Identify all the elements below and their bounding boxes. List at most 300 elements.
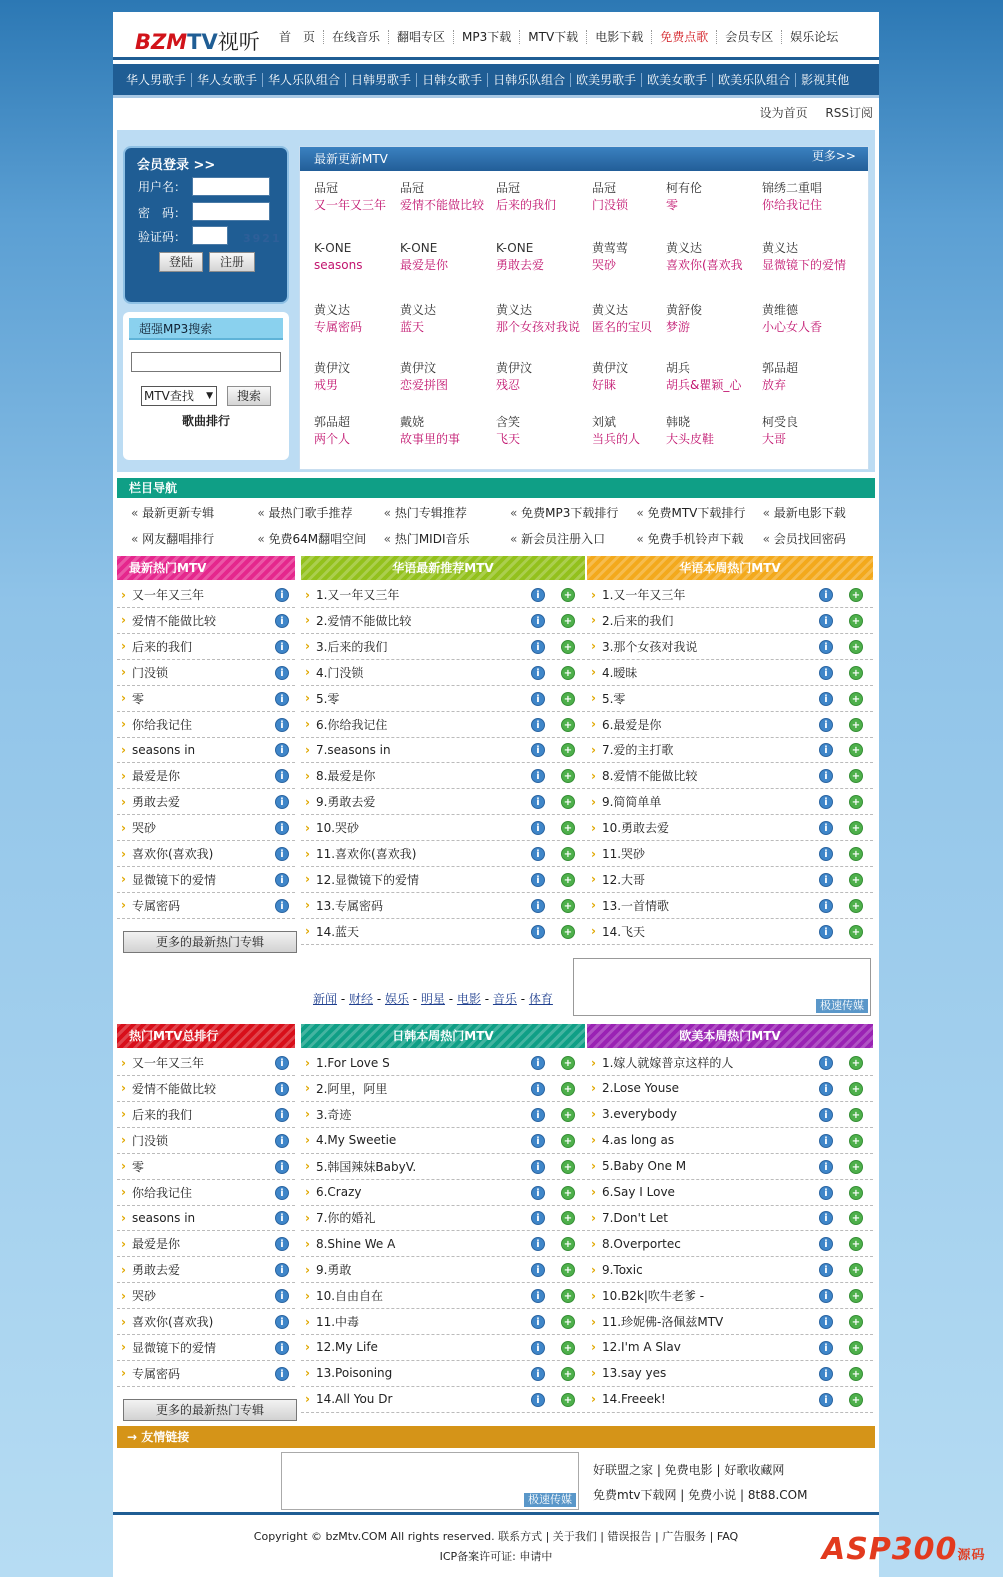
- info-icon[interactable]: i: [819, 1160, 833, 1174]
- add-icon[interactable]: +: [561, 1134, 575, 1148]
- song-link[interactable]: 11.中毒: [315, 1315, 360, 1329]
- song-link[interactable]: 6.你给我记住: [315, 717, 388, 732]
- nav-member-zone[interactable]: 会员专区: [717, 30, 782, 44]
- info-icon[interactable]: i: [275, 614, 289, 628]
- nav-cover-zone[interactable]: 翻唱专区: [389, 30, 454, 44]
- info-icon[interactable]: i: [275, 899, 289, 913]
- set-homepage-link[interactable]: 设为首页: [759, 106, 808, 120]
- mtv-item[interactable]: [496, 241, 590, 272]
- mtv-item[interactable]: [496, 181, 590, 212]
- mtv-title[interactable]: 小心女人香: [762, 320, 823, 334]
- mtv-artist[interactable]: 黄义达: [496, 303, 533, 317]
- mtv-artist[interactable]: 戴娆: [400, 415, 425, 429]
- nav-mtv-download[interactable]: MTV下载: [520, 30, 587, 44]
- song-link[interactable]: 12.大哥: [601, 872, 646, 887]
- info-icon[interactable]: i: [531, 1393, 545, 1407]
- mtv-artist[interactable]: 柯受良: [762, 415, 799, 429]
- add-icon[interactable]: +: [849, 1160, 863, 1174]
- song-link[interactable]: 6.最爱是你: [601, 717, 662, 732]
- song-link[interactable]: 8.Shine We A: [315, 1236, 396, 1251]
- friend-links-row-1[interactable]: 好联盟之家 | 免费电影 | 好歌收藏网: [593, 1463, 785, 1477]
- song-link[interactable]: 5.零: [315, 691, 340, 706]
- add-icon[interactable]: +: [849, 692, 863, 706]
- mtv-title[interactable]: 显微镜下的爱情: [762, 258, 847, 272]
- add-icon[interactable]: +: [849, 925, 863, 939]
- song-link[interactable]: seasons in: [131, 742, 196, 757]
- add-icon[interactable]: +: [849, 1134, 863, 1148]
- info-icon[interactable]: i: [531, 1341, 545, 1355]
- add-icon[interactable]: +: [561, 1082, 575, 1096]
- song-link[interactable]: 又一年又三年: [131, 1056, 204, 1070]
- mtv-artist[interactable]: 品冠: [592, 181, 617, 195]
- song-link[interactable]: 5.零: [601, 691, 626, 706]
- info-icon[interactable]: i: [819, 821, 833, 835]
- add-icon[interactable]: +: [849, 1289, 863, 1303]
- info-icon[interactable]: i: [531, 1056, 545, 1070]
- add-icon[interactable]: +: [561, 769, 575, 783]
- info-icon[interactable]: i: [275, 821, 289, 835]
- info-icon[interactable]: i: [531, 821, 545, 835]
- news-link[interactable]: 体育: [528, 992, 553, 1006]
- info-icon[interactable]: i: [275, 1211, 289, 1225]
- add-icon[interactable]: +: [561, 666, 575, 680]
- column-nav-link[interactable]: « 热门MIDI音乐: [370, 530, 496, 547]
- info-icon[interactable]: i: [819, 1082, 833, 1096]
- add-icon[interactable]: +: [849, 1367, 863, 1381]
- mtv-title[interactable]: 飞天: [496, 432, 521, 446]
- info-icon[interactable]: i: [819, 873, 833, 887]
- song-ranking-link[interactable]: 歌曲排行: [181, 414, 230, 428]
- mtv-item[interactable]: [314, 181, 408, 212]
- mtv-title[interactable]: 后来的我们: [496, 198, 557, 212]
- search-type-select[interactable]: MTV查找 ▼: [141, 386, 217, 406]
- song-link[interactable]: 你给我记住: [131, 1185, 192, 1200]
- mtv-item[interactable]: [400, 415, 494, 446]
- mtv-item[interactable]: [496, 361, 590, 392]
- song-link[interactable]: 2.后来的我们: [601, 613, 674, 628]
- mtv-artist[interactable]: 郭品超: [762, 361, 799, 375]
- mtv-title[interactable]: 放弃: [762, 378, 787, 392]
- cat-cn-male[interactable]: 华人男歌手: [121, 73, 192, 87]
- mtv-item[interactable]: [666, 303, 760, 334]
- nav-movie-download[interactable]: 电影下载: [587, 30, 652, 44]
- mtv-artist[interactable]: 黄义达: [314, 303, 351, 317]
- song-link[interactable]: 8.Overportec: [601, 1236, 681, 1251]
- song-link[interactable]: 3.那个女孩对我说: [601, 639, 698, 654]
- song-link[interactable]: 13.Poisoning: [315, 1366, 393, 1381]
- song-link[interactable]: 爱情不能做比较: [131, 613, 216, 628]
- mtv-item[interactable]: [762, 303, 856, 334]
- cat-us-band[interactable]: 欧美乐队组合: [713, 73, 796, 87]
- add-icon[interactable]: +: [561, 847, 575, 861]
- info-icon[interactable]: i: [275, 743, 289, 757]
- info-icon[interactable]: i: [819, 1108, 833, 1122]
- mtv-item[interactable]: [496, 415, 590, 446]
- mtv-artist[interactable]: 黄义达: [592, 303, 629, 317]
- add-icon[interactable]: +: [849, 743, 863, 757]
- nav-free-request[interactable]: 免费点歌: [652, 30, 717, 44]
- mtv-artist[interactable]: K-ONE: [400, 241, 438, 255]
- add-icon[interactable]: +: [561, 1211, 575, 1225]
- mtv-title[interactable]: 匿名的宝贝: [592, 320, 653, 334]
- mtv-artist[interactable]: 锦绣二重唱: [762, 181, 823, 195]
- info-icon[interactable]: i: [819, 1186, 833, 1200]
- song-link[interactable]: 9.简简单单: [601, 795, 662, 810]
- song-link[interactable]: 4.My Sweetie: [315, 1133, 397, 1148]
- mtv-title[interactable]: 零: [666, 198, 679, 212]
- add-icon[interactable]: +: [561, 588, 575, 602]
- info-icon[interactable]: i: [275, 666, 289, 680]
- add-icon[interactable]: +: [561, 614, 575, 628]
- add-icon[interactable]: +: [849, 718, 863, 732]
- mtv-artist[interactable]: 柯有伦: [666, 181, 703, 195]
- mtv-title[interactable]: 当兵的人: [592, 432, 641, 446]
- mtv-artist[interactable]: 品冠: [496, 181, 521, 195]
- mtv-artist[interactable]: 刘斌: [592, 415, 617, 429]
- song-link[interactable]: 10.勇敢去爱: [601, 821, 670, 836]
- mtv-artist[interactable]: 黄义达: [400, 303, 437, 317]
- add-icon[interactable]: +: [849, 614, 863, 628]
- song-link[interactable]: 6.Say I Love: [601, 1185, 675, 1199]
- mtv-artist[interactable]: 黄维德: [762, 303, 799, 317]
- add-icon[interactable]: +: [561, 1367, 575, 1381]
- info-icon[interactable]: i: [275, 718, 289, 732]
- info-icon[interactable]: i: [531, 1082, 545, 1096]
- song-link[interactable]: 你给我记住: [131, 717, 192, 732]
- password-input[interactable]: [192, 202, 270, 221]
- info-icon[interactable]: i: [275, 769, 289, 783]
- mtv-item[interactable]: [762, 415, 856, 446]
- song-link[interactable]: 12.My Life: [315, 1340, 378, 1355]
- song-link[interactable]: 哭砂: [131, 1289, 156, 1304]
- add-icon[interactable]: +: [849, 1108, 863, 1122]
- column-nav-link[interactable]: « 最新电影下载: [749, 504, 875, 521]
- info-icon[interactable]: i: [275, 795, 289, 809]
- mtv-title[interactable]: 专属密码: [314, 320, 363, 334]
- cat-jk-female[interactable]: 日韩女歌手: [417, 73, 488, 87]
- song-link[interactable]: 10.哭砂: [315, 821, 360, 836]
- info-icon[interactable]: i: [275, 1263, 289, 1277]
- info-icon[interactable]: i: [275, 588, 289, 602]
- info-icon[interactable]: i: [275, 1237, 289, 1251]
- info-icon[interactable]: i: [531, 899, 545, 913]
- add-icon[interactable]: +: [561, 873, 575, 887]
- add-icon[interactable]: +: [561, 821, 575, 835]
- info-icon[interactable]: i: [531, 743, 545, 757]
- add-icon[interactable]: +: [561, 1393, 575, 1407]
- add-icon[interactable]: +: [561, 1315, 575, 1329]
- info-icon[interactable]: i: [275, 1341, 289, 1355]
- info-icon[interactable]: i: [819, 1211, 833, 1225]
- mtv-item[interactable]: [666, 361, 760, 392]
- add-icon[interactable]: +: [849, 847, 863, 861]
- mtv-item[interactable]: [400, 181, 494, 212]
- add-icon[interactable]: +: [561, 692, 575, 706]
- song-link[interactable]: 8.爱情不能做比较: [601, 769, 698, 784]
- info-icon[interactable]: i: [819, 1263, 833, 1277]
- mtv-title[interactable]: 蓝天: [400, 320, 425, 334]
- mtv-title[interactable]: 门没锁: [592, 198, 629, 212]
- song-link[interactable]: 7.seasons in: [315, 742, 391, 757]
- song-link[interactable]: 2.爱情不能做比较: [315, 613, 412, 628]
- info-icon[interactable]: i: [531, 847, 545, 861]
- add-icon[interactable]: +: [849, 873, 863, 887]
- column-nav-link[interactable]: « 最热门歌手推荐: [243, 504, 369, 521]
- column-nav-link[interactable]: « 免费MP3下载排行: [496, 504, 622, 521]
- song-link[interactable]: 最爱是你: [131, 1237, 180, 1252]
- song-link[interactable]: 门没锁: [131, 665, 168, 680]
- info-icon[interactable]: i: [531, 1160, 545, 1174]
- mtv-title[interactable]: 梦游: [666, 320, 691, 334]
- cat-cn-female[interactable]: 华人女歌手: [192, 73, 263, 87]
- mtv-title[interactable]: 喜欢你(喜欢我: [666, 258, 743, 272]
- mtv-item[interactable]: [762, 361, 856, 392]
- song-link[interactable]: 9.勇敢: [315, 1263, 352, 1278]
- mtv-item[interactable]: [314, 303, 408, 334]
- song-link[interactable]: 喜欢你(喜欢我): [131, 1315, 214, 1329]
- add-icon[interactable]: +: [561, 1056, 575, 1070]
- song-link[interactable]: 3.后来的我们: [315, 639, 388, 654]
- site-logo[interactable]: BZMTV视听: [135, 30, 260, 54]
- mtv-artist[interactable]: 品冠: [400, 181, 425, 195]
- info-icon[interactable]: i: [819, 1289, 833, 1303]
- song-link[interactable]: 3.everybody: [601, 1107, 677, 1122]
- song-link[interactable]: 8.最爱是你: [315, 769, 376, 784]
- mtv-artist[interactable]: 黄伊汶: [592, 361, 629, 375]
- news-link[interactable]: 财经: [348, 992, 373, 1006]
- song-link[interactable]: 2.Lose Youse: [601, 1081, 679, 1096]
- add-icon[interactable]: +: [561, 1289, 575, 1303]
- search-button[interactable]: 搜索: [227, 386, 271, 406]
- song-link[interactable]: 10.B2k|吹牛老爹 -: [601, 1289, 705, 1304]
- mtv-item[interactable]: [400, 241, 494, 272]
- song-link[interactable]: 9.Toxic: [601, 1262, 643, 1277]
- mtv-title[interactable]: 最爱是你: [400, 258, 449, 272]
- add-icon[interactable]: +: [561, 718, 575, 732]
- mtv-artist[interactable]: 黄舒俊: [666, 303, 703, 317]
- info-icon[interactable]: i: [819, 1056, 833, 1070]
- song-link[interactable]: 13.say yes: [601, 1366, 667, 1381]
- song-link[interactable]: 13.专属密码: [315, 898, 384, 913]
- info-icon[interactable]: i: [531, 795, 545, 809]
- mtv-title[interactable]: 故事里的事: [400, 432, 461, 446]
- info-icon[interactable]: i: [819, 1237, 833, 1251]
- mtv-title[interactable]: 大哥: [762, 432, 787, 446]
- mtv-item[interactable]: [762, 241, 856, 272]
- mtv-item[interactable]: [314, 415, 408, 446]
- song-link[interactable]: 14.蓝天: [315, 924, 360, 939]
- mtv-artist[interactable]: 胡兵: [666, 361, 691, 375]
- song-link[interactable]: 12.显微镜下的爱情: [315, 872, 420, 887]
- song-link[interactable]: 5.Baby One M: [601, 1159, 687, 1174]
- mtv-title[interactable]: 戒男: [314, 378, 339, 392]
- username-input[interactable]: [192, 177, 270, 196]
- info-icon[interactable]: i: [819, 743, 833, 757]
- mtv-title[interactable]: 两个人: [314, 432, 351, 446]
- song-link[interactable]: 12.I'm A Slav: [601, 1340, 681, 1355]
- song-link[interactable]: 11.珍妮佛-洛佩兹MTV: [601, 1315, 724, 1329]
- song-link[interactable]: 后来的我们: [131, 639, 192, 654]
- add-icon[interactable]: +: [561, 795, 575, 809]
- song-link[interactable]: 爱情不能做比较: [131, 1081, 216, 1096]
- info-icon[interactable]: i: [819, 640, 833, 654]
- column-nav-link[interactable]: « 最新更新专辑: [117, 504, 243, 521]
- info-icon[interactable]: i: [275, 640, 289, 654]
- song-link[interactable]: 喜欢你(喜欢我): [131, 847, 214, 861]
- info-icon[interactable]: i: [531, 1263, 545, 1277]
- news-link[interactable]: 新闻: [313, 992, 338, 1006]
- mtv-artist[interactable]: 黄义达: [666, 241, 703, 255]
- column-nav-link[interactable]: « 免费MTV下载排行: [622, 504, 748, 521]
- mtv-artist[interactable]: K-ONE: [496, 241, 534, 255]
- mtv-artist[interactable]: 黄伊汶: [400, 361, 437, 375]
- column-nav-link[interactable]: « 免费手机铃声下载: [622, 530, 748, 547]
- info-icon[interactable]: i: [531, 1367, 545, 1381]
- info-icon[interactable]: i: [531, 1237, 545, 1251]
- mtv-title[interactable]: 胡兵&瞿颖_心: [666, 378, 742, 392]
- info-icon[interactable]: i: [531, 1289, 545, 1303]
- info-icon[interactable]: i: [275, 1056, 289, 1070]
- info-icon[interactable]: i: [275, 1134, 289, 1148]
- cat-jk-band[interactable]: 日韩乐队组合: [488, 73, 571, 87]
- mtv-title[interactable]: 勇敢去爱: [496, 258, 545, 272]
- add-icon[interactable]: +: [849, 640, 863, 654]
- news-link[interactable]: 明星: [420, 992, 445, 1006]
- song-link[interactable]: 哭砂: [131, 821, 156, 836]
- mtv-title[interactable]: 恋爱拼图: [400, 378, 449, 392]
- info-icon[interactable]: i: [531, 1211, 545, 1225]
- song-link[interactable]: 2.阿里，阿里: [315, 1081, 388, 1096]
- info-icon[interactable]: i: [531, 614, 545, 628]
- song-link[interactable]: 专属密码: [131, 898, 180, 913]
- add-icon[interactable]: +: [561, 743, 575, 757]
- song-link[interactable]: seasons in: [131, 1210, 196, 1225]
- mtv-item[interactable]: [314, 241, 408, 272]
- info-icon[interactable]: i: [819, 1134, 833, 1148]
- song-link[interactable]: 显微镜下的爱情: [131, 872, 216, 887]
- info-icon[interactable]: i: [531, 640, 545, 654]
- mtv-title[interactable]: 爱情不能做比较: [400, 198, 485, 212]
- info-icon[interactable]: i: [531, 718, 545, 732]
- mtv-item[interactable]: [666, 181, 760, 212]
- nav-home[interactable]: 首 页: [271, 30, 324, 44]
- info-icon[interactable]: i: [531, 873, 545, 887]
- add-icon[interactable]: +: [849, 1315, 863, 1329]
- song-link[interactable]: 14.飞天: [601, 924, 646, 939]
- song-link[interactable]: 又一年又三年: [131, 588, 204, 602]
- mtv-artist[interactable]: 含笑: [496, 415, 521, 429]
- cat-us-male[interactable]: 欧美男歌手: [571, 73, 642, 87]
- info-icon[interactable]: i: [819, 1315, 833, 1329]
- captcha-input[interactable]: [192, 226, 228, 245]
- cat-other[interactable]: 影视其他: [801, 72, 850, 87]
- info-icon[interactable]: i: [275, 1289, 289, 1303]
- column-nav-link[interactable]: « 新会员注册入口: [496, 530, 622, 547]
- add-icon[interactable]: +: [849, 769, 863, 783]
- info-icon[interactable]: i: [275, 692, 289, 706]
- song-link[interactable]: 4.暧昧: [601, 665, 638, 680]
- info-icon[interactable]: i: [819, 692, 833, 706]
- song-link[interactable]: 9.勇敢去爱: [315, 795, 376, 810]
- mtv-artist[interactable]: 品冠: [314, 181, 339, 195]
- add-icon[interactable]: +: [849, 1211, 863, 1225]
- song-link[interactable]: 14.All You Dr: [315, 1392, 393, 1407]
- info-icon[interactable]: i: [275, 1160, 289, 1174]
- add-icon[interactable]: +: [849, 1186, 863, 1200]
- info-icon[interactable]: i: [819, 769, 833, 783]
- info-icon[interactable]: i: [275, 873, 289, 887]
- mtv-artist[interactable]: 郭品超: [314, 415, 351, 429]
- song-link[interactable]: 1.嫁人就嫁普京这样的人: [601, 1056, 734, 1070]
- register-button[interactable]: 注册: [209, 252, 255, 272]
- info-icon[interactable]: i: [819, 666, 833, 680]
- nav-forum[interactable]: 娱乐论坛: [790, 30, 839, 44]
- info-icon[interactable]: i: [531, 588, 545, 602]
- add-icon[interactable]: +: [561, 640, 575, 654]
- add-icon[interactable]: +: [849, 1237, 863, 1251]
- info-icon[interactable]: i: [819, 847, 833, 861]
- song-link[interactable]: 勇敢去爱: [131, 795, 180, 810]
- info-icon[interactable]: i: [819, 795, 833, 809]
- info-icon[interactable]: i: [819, 925, 833, 939]
- mtv-item[interactable]: [400, 303, 494, 334]
- mtv-artist[interactable]: 黄伊汶: [496, 361, 533, 375]
- info-icon[interactable]: i: [275, 847, 289, 861]
- news-link[interactable]: 娱乐: [384, 992, 409, 1006]
- song-link[interactable]: 1.For Love S: [315, 1055, 390, 1070]
- song-link[interactable]: 7.Don't Let: [601, 1210, 668, 1225]
- mtv-title[interactable]: 哭砂: [592, 258, 617, 272]
- info-icon[interactable]: i: [819, 1341, 833, 1355]
- song-link[interactable]: 4.门没锁: [315, 665, 364, 680]
- info-icon[interactable]: i: [531, 925, 545, 939]
- add-icon[interactable]: +: [561, 1341, 575, 1355]
- more-albums-button[interactable]: 更多的最新热门专辑: [123, 931, 297, 953]
- column-nav-link[interactable]: « 会员找回密码: [749, 530, 875, 547]
- nav-mp3-download[interactable]: MP3下载: [454, 30, 520, 44]
- add-icon[interactable]: +: [561, 899, 575, 913]
- song-link[interactable]: 14.Freeek!: [601, 1392, 666, 1407]
- song-link[interactable]: 13.一首情歌: [601, 898, 670, 913]
- song-link[interactable]: 零: [131, 1159, 144, 1174]
- info-icon[interactable]: i: [819, 1367, 833, 1381]
- column-nav-link[interactable]: « 免费64M翻唱空间: [243, 530, 369, 547]
- add-icon[interactable]: +: [849, 666, 863, 680]
- more-albums-button[interactable]: 更多的最新热门专辑: [123, 1399, 297, 1421]
- info-icon[interactable]: i: [531, 692, 545, 706]
- add-icon[interactable]: +: [849, 588, 863, 602]
- mtv-item[interactable]: [496, 303, 590, 334]
- song-link[interactable]: 7.你的婚礼: [315, 1211, 376, 1226]
- add-icon[interactable]: +: [561, 1263, 575, 1277]
- info-icon[interactable]: i: [275, 1367, 289, 1381]
- song-link[interactable]: 3.奇迹: [315, 1107, 352, 1122]
- cat-cn-band[interactable]: 华人乐队组合: [263, 73, 346, 87]
- mtv-item[interactable]: [666, 415, 760, 446]
- rss-link[interactable]: RSS订阅: [825, 106, 873, 120]
- song-link[interactable]: 4.as long as: [601, 1133, 675, 1148]
- song-link[interactable]: 11.哭砂: [601, 847, 646, 861]
- cat-jk-male[interactable]: 日韩男歌手: [346, 73, 417, 87]
- cat-us-female[interactable]: 欧美女歌手: [642, 73, 713, 87]
- mtv-title[interactable]: 好睐: [592, 378, 617, 392]
- song-link[interactable]: 门没锁: [131, 1133, 168, 1148]
- mtv-artist[interactable]: 黄义达: [762, 241, 799, 255]
- song-link[interactable]: 1.又一年又三年: [315, 588, 400, 602]
- mtv-title[interactable]: 残忍: [496, 378, 521, 392]
- info-icon[interactable]: i: [819, 899, 833, 913]
- song-link[interactable]: 10.自由自在: [315, 1289, 384, 1304]
